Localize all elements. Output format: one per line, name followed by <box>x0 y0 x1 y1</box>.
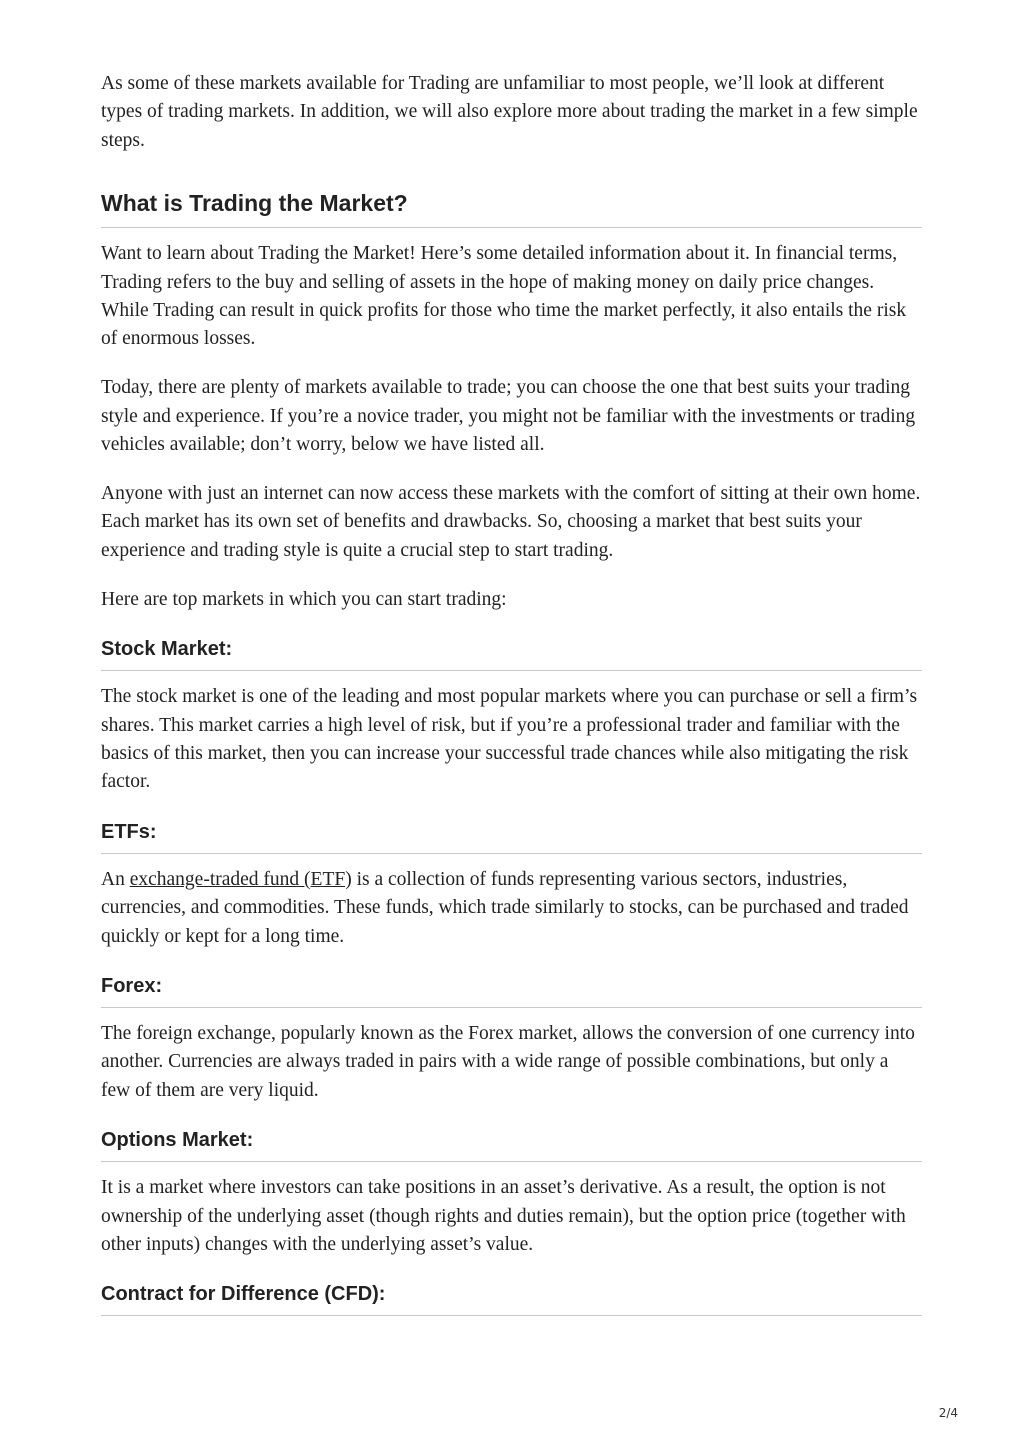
intro-paragraph: As some of these markets available for Trading are unfamiliar to most people, we’ll look at different types of trading markets. In addition, we will also explore more about trading the market in a few simple steps. <box>101 73 918 151</box>
etfs-prefix-text: An <box>101 868 130 890</box>
what-is-trading-paragraph-1: Want to learn about Trading the Market! Here’s some detailed information about it. In financial terms, Trading refers to the buy and selling of assets in the hope of making money on daily price changes. While Trading can result in quick profits for those who time the market perfectly, it also entails the risk of enormous losses. <box>101 243 907 350</box>
etfs-suffix-text: is a collection of funds representing various sectors, industries, currencies, and commodities. These funds, which trade similarly to stocks, can be purchased and traded quickly or kept for a long time. <box>101 868 909 947</box>
etfs-paragraph <box>101 866 922 951</box>
subheading-forex: Forex: <box>101 974 922 1008</box>
what-is-trading-paragraph-4: Here are top markets in which you can start trading: <box>101 588 507 610</box>
section-heading-what-is-trading: What is Trading the Market? <box>101 189 922 228</box>
what-is-trading-paragraph-2: Today, there are plenty of markets available to trade; you can choose the one that best suits your trading style and experience. If you’re a novice trader, you might not be familiar with the investments or trading vehicles available; don’t worry, below we have listed all. <box>101 377 916 456</box>
stock-market-paragraph: The stock market is one of the leading and most popular markets where you can purchase or sell a firm’s shares. This market carries a high level of risk, but if you’re a professional trader and familiar with the basics of this market, then you can increase your successful trade chances while also mitigating the risk factor. <box>101 686 918 793</box>
forex-paragraph: The foreign exchange, popularly known as the Forex market, allows the conversion of one currency into another. Currencies are always traded in pairs with a wide range of possible combinations, but only a few of them are very liquid. <box>101 1023 915 1101</box>
page-number: 2/4 <box>938 1406 958 1420</box>
what-is-trading-paragraph-3: Anyone with just an internet can now access these markets with the comfort of sitting at their own home. Each market has its own set of benefits and drawbacks. So, choosing a market that best suits your experience and trading style is quite a crucial step to start trading. <box>101 483 921 561</box>
etf-link[interactable]: exchange-traded fund (ETF) <box>129 868 352 890</box>
subheading-etfs: ETFs: <box>101 820 922 854</box>
options-market-paragraph: It is a market where investors can take positions in an asset’s derivative. As a result, the option is not ownership of the underlying asset (though rights and duties remain), but the option price (together with other inputs) changes with the underlying asset’s value. <box>101 1177 906 1256</box>
subheading-options-market: Options Market: <box>101 1128 922 1162</box>
document-page <box>101 70 922 1316</box>
subheading-stock-market: Stock Market: <box>101 637 922 671</box>
subheading-cfd: Contract for Difference (CFD): <box>101 1282 922 1316</box>
